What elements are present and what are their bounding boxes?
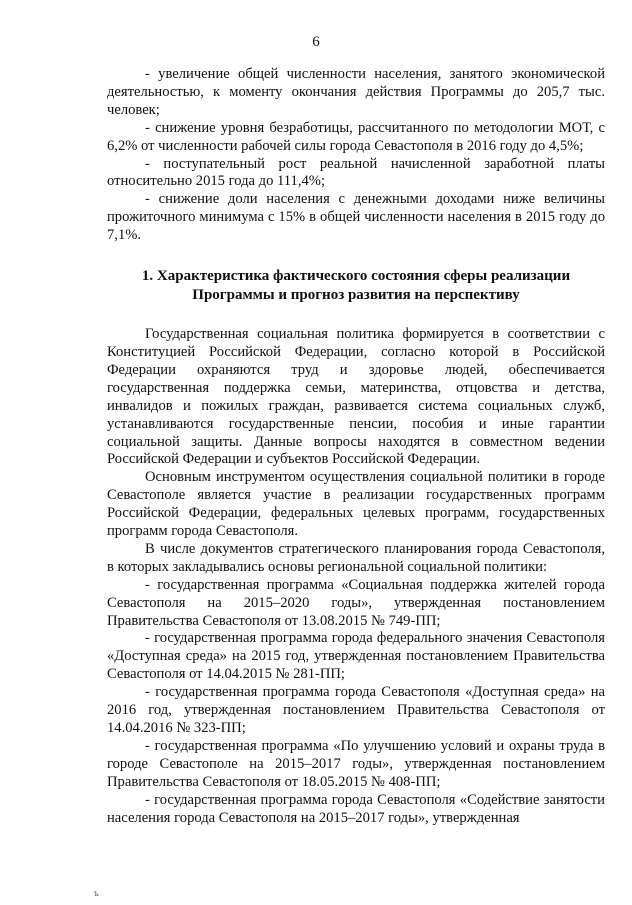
body-paragraph: В числе документов стратегического планирования города Севастополя, в которых закладывались основы региональной социальной политики: <box>107 540 605 575</box>
program-list-item: - государственная программа города Севастополя «Доступная среда» на 2016 год, утвержденная постановлением Правительства Севастополя от 14.04.2016 № 323-ПП; <box>107 684 605 736</box>
program-list-item: - государственная программа «Социальная поддержка жителей города Севастополя на 2015–2020 годы», утвержденная постановлением Правительства Севастополя от 13.08.2015 № 749-ПП; <box>107 576 605 629</box>
program-list-item: - государственная программа города федерального значения Севастополя «Доступная среда» на 2015 год, утвержденная постановлением Правительства Севастополя от 14.04.2015 № 281-ПП; <box>107 630 605 683</box>
section-heading-line-1: 1. Характеристика фактического состояния сферы реализации <box>141 268 571 285</box>
section-heading <box>107 267 605 304</box>
goal-item: - снижение уровня безработицы, рассчитанного по методологии МОТ, с 6,2% от численности рабочей силы города Севастополя в 2016 году до 4,5%; <box>107 119 605 154</box>
goal-item: - поступательный рост реальной начисленной заработной платы относительно 2015 года до 111,4%; <box>107 155 605 190</box>
page-number: 6 <box>312 34 320 50</box>
body-paragraph: Основным инструментом осуществления социальной политики в городе Севастополе является участие в реализации государственных программ Российской Федерации, федеральных целевых программ, государственных программ города Севастополя. <box>107 469 605 540</box>
program-list-item: - государственная программа города Севастополя «Содействие занятости населения города Севастополя на 2015–2017 годы», утвержденная <box>107 791 605 826</box>
goal-item: - снижение доли населения с денежными доходами ниже величины прожиточного минимума с 15% в общей численности населения в 2015 году до 7,1%. <box>107 191 605 244</box>
document-body <box>107 66 605 827</box>
program-list-item: - государственная программа «По улучшению условий и охраны труда в городе Севастополе на 2015–2017 годы», утвержденная постановлением Правительства Севастополя от 18.05.2015 № 408-ПП; <box>107 737 605 790</box>
body-paragraph: Государственная социальная политика формируется в соответствии с Конституцией Российской Федерации, согласно которой в Российской Федерации охраняются труд и здоровье людей, обеспечивается государственная поддержка семьи, материнства, отцовства и детства, инвалидов и пожилых граждан, развивается система социальных служб, устанавливаются государственные пенсии, пособия и иные гарантии социальной защиты. Данные вопросы находятся в совместном ведении Российской Федерации и субъектов Российской Федерации. <box>107 326 605 468</box>
goal-item: - увеличение общей численности населения, занятого экономической деятельностью, к моменту окончания действия Программы до 205,7 тыс. человек; <box>107 66 605 118</box>
scan-mark: ъ <box>94 888 99 898</box>
section-heading-line-2: Программы и прогноз развития на перспективу <box>192 286 520 303</box>
